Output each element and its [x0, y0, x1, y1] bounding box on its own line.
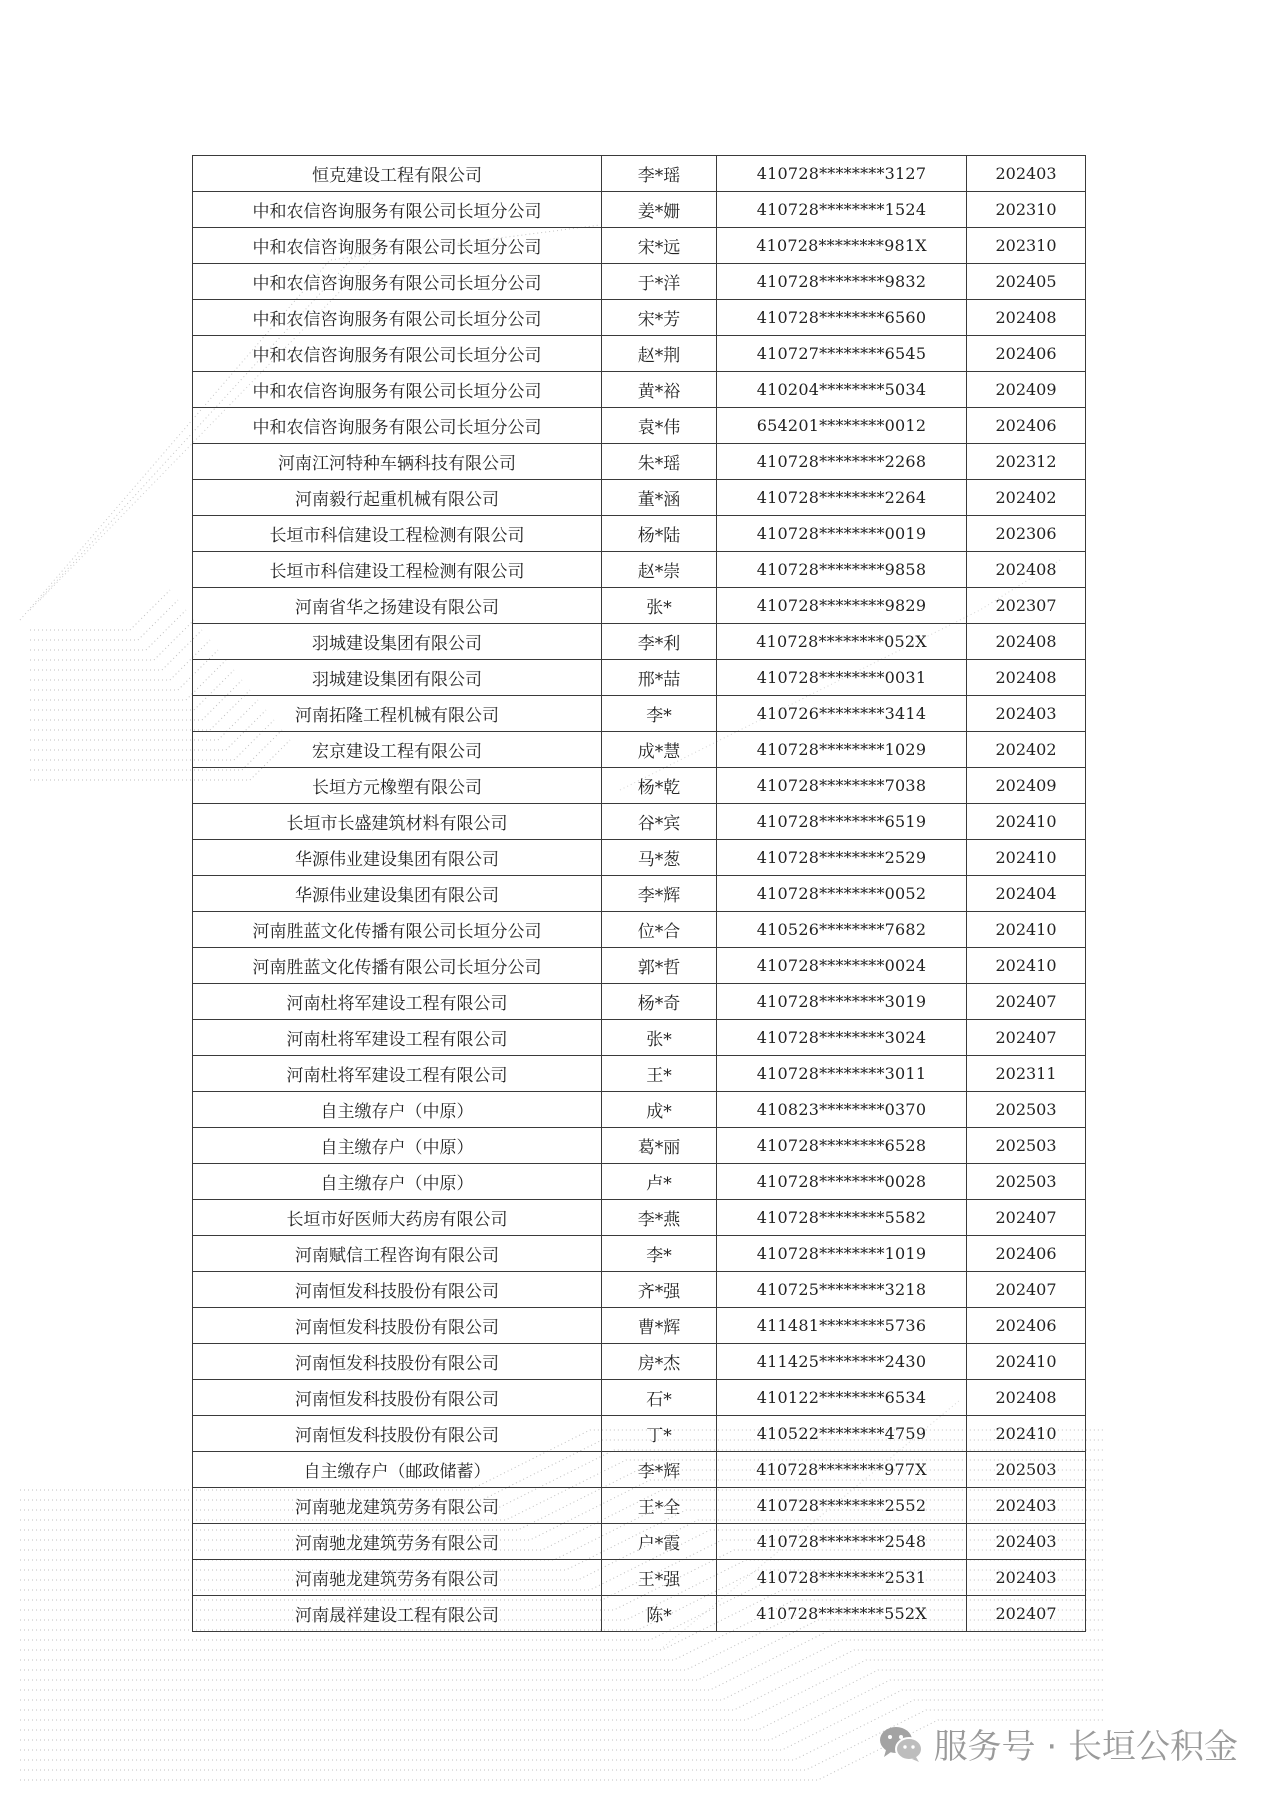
table-row	[193, 1056, 1086, 1092]
company-cell: 河南恒发科技股份有限公司	[193, 1380, 602, 1416]
id-number-cell: 410728********9858	[717, 552, 967, 588]
company-cell: 河南毅行起重机械有限公司	[193, 480, 602, 516]
month-cell: 202410	[967, 804, 1086, 840]
id-number-cell: 410728********0019	[717, 516, 967, 552]
company-cell: 华源伟业建设集团有限公司	[193, 876, 602, 912]
name-cell: 杨*乾	[602, 768, 717, 804]
table-row	[193, 1416, 1086, 1452]
table-row	[193, 228, 1086, 264]
id-number-cell: 410728********981X	[717, 228, 967, 264]
dotted-line	[30, 610, 186, 650]
table-row	[193, 1236, 1086, 1272]
month-cell: 202403	[967, 1524, 1086, 1560]
month-cell: 202408	[967, 300, 1086, 336]
name-cell: 邢*喆	[602, 660, 717, 696]
name-cell: 朱*瑶	[602, 444, 717, 480]
month-cell: 202409	[967, 768, 1086, 804]
company-cell: 自主缴存户（邮政储蓄）	[193, 1452, 602, 1488]
name-cell: 赵*崇	[602, 552, 717, 588]
table-row	[193, 948, 1086, 984]
table-row	[193, 1092, 1086, 1128]
table-row	[193, 1200, 1086, 1236]
company-cell: 羽城建设集团有限公司	[193, 624, 602, 660]
table-row	[193, 804, 1086, 840]
id-number-cell: 410122********6534	[717, 1380, 967, 1416]
month-cell: 202410	[967, 948, 1086, 984]
month-cell: 202403	[967, 156, 1086, 192]
name-cell: 李*	[602, 1236, 717, 1272]
name-cell: 张*	[602, 1020, 717, 1056]
month-cell: 202307	[967, 588, 1086, 624]
company-cell: 中和农信咨询服务有限公司长垣分公司	[193, 264, 602, 300]
company-cell: 长垣方元橡塑有限公司	[193, 768, 602, 804]
month-cell: 202406	[967, 336, 1086, 372]
company-cell: 河南驰龙建筑劳务有限公司	[193, 1560, 602, 1596]
month-cell: 202409	[967, 372, 1086, 408]
id-number-cell: 411425********2430	[717, 1344, 967, 1380]
company-cell: 河南江河特种车辆科技有限公司	[193, 444, 602, 480]
roster-table-container	[192, 155, 1085, 1632]
dotted-line	[30, 590, 170, 630]
id-number-cell: 410728********977X	[717, 1452, 967, 1488]
name-cell: 齐*强	[602, 1272, 717, 1308]
month-cell: 202306	[967, 516, 1086, 552]
table-row	[193, 1488, 1086, 1524]
company-cell: 河南省华之扬建设有限公司	[193, 588, 602, 624]
id-number-cell: 410728********052X	[717, 624, 967, 660]
name-cell: 于*洋	[602, 264, 717, 300]
month-cell: 202410	[967, 1416, 1086, 1452]
name-cell: 袁*伟	[602, 408, 717, 444]
name-cell: 黄*裕	[602, 372, 717, 408]
id-number-cell: 410728********3019	[717, 984, 967, 1020]
table-row	[193, 984, 1086, 1020]
name-cell: 郭*哲	[602, 948, 717, 984]
id-number-cell: 410728********6519	[717, 804, 967, 840]
id-number-cell: 410728********9829	[717, 588, 967, 624]
name-cell: 丁*	[602, 1416, 717, 1452]
id-number-cell: 410728********1019	[717, 1236, 967, 1272]
id-number-cell: 410728********2268	[717, 444, 967, 480]
id-number-cell: 410823********0370	[717, 1092, 967, 1128]
table-row	[193, 444, 1086, 480]
id-number-cell: 410728********6560	[717, 300, 967, 336]
month-cell: 202410	[967, 840, 1086, 876]
table-row	[193, 588, 1086, 624]
table-row	[193, 264, 1086, 300]
name-cell: 卢*	[602, 1164, 717, 1200]
name-cell: 张*	[602, 588, 717, 624]
table-row	[193, 156, 1086, 192]
name-cell: 位*合	[602, 912, 717, 948]
month-cell: 202402	[967, 732, 1086, 768]
id-number-cell: 410728********0052	[717, 876, 967, 912]
month-cell: 202408	[967, 624, 1086, 660]
company-cell: 长垣市长盛建筑材料有限公司	[193, 804, 602, 840]
company-cell: 河南晟祥建设工程有限公司	[193, 1596, 602, 1632]
month-cell: 202503	[967, 1452, 1086, 1488]
name-cell: 赵*荆	[602, 336, 717, 372]
company-cell: 河南胜蓝文化传播有限公司长垣分公司	[193, 912, 602, 948]
id-number-cell: 410728********0031	[717, 660, 967, 696]
company-cell: 自主缴存户（中原）	[193, 1092, 602, 1128]
table-row	[193, 1524, 1086, 1560]
dotted-line	[30, 600, 178, 640]
name-cell: 成*慧	[602, 732, 717, 768]
wechat-icon	[878, 1724, 924, 1764]
table-row	[193, 1020, 1086, 1056]
name-cell: 石*	[602, 1380, 717, 1416]
company-cell: 河南驰龙建筑劳务有限公司	[193, 1524, 602, 1560]
name-cell: 董*涵	[602, 480, 717, 516]
company-cell: 河南杜将军建设工程有限公司	[193, 1056, 602, 1092]
table-row	[193, 408, 1086, 444]
company-cell: 华源伟业建设集团有限公司	[193, 840, 602, 876]
month-cell: 202403	[967, 1488, 1086, 1524]
table-row	[193, 480, 1086, 516]
month-cell: 202312	[967, 444, 1086, 480]
company-cell: 河南恒发科技股份有限公司	[193, 1308, 602, 1344]
month-cell: 202405	[967, 264, 1086, 300]
month-cell: 202407	[967, 1272, 1086, 1308]
company-cell: 自主缴存户（中原）	[193, 1164, 602, 1200]
id-number-cell: 654201********0012	[717, 408, 967, 444]
id-number-cell: 410728********3127	[717, 156, 967, 192]
id-number-cell: 410728********2548	[717, 1524, 967, 1560]
name-cell: 李*辉	[602, 876, 717, 912]
roster-table-body	[193, 156, 1086, 1632]
id-number-cell: 410728********2531	[717, 1560, 967, 1596]
name-cell: 谷*宾	[602, 804, 717, 840]
table-row	[193, 552, 1086, 588]
month-cell: 202406	[967, 1236, 1086, 1272]
id-number-cell: 410726********3414	[717, 696, 967, 732]
month-cell: 202407	[967, 1200, 1086, 1236]
table-row	[193, 912, 1086, 948]
dotted-line	[30, 630, 202, 670]
id-number-cell: 410526********7682	[717, 912, 967, 948]
watermark-text: 服务号 · 长垣公积金	[933, 1727, 1238, 1767]
name-cell: 户*霞	[602, 1524, 717, 1560]
table-row	[193, 768, 1086, 804]
month-cell: 202503	[967, 1164, 1086, 1200]
name-cell: 杨*陆	[602, 516, 717, 552]
month-cell: 202403	[967, 1560, 1086, 1596]
id-number-cell: 410728********3024	[717, 1020, 967, 1056]
name-cell: 王*全	[602, 1488, 717, 1524]
table-row	[193, 1560, 1086, 1596]
name-cell: 成*	[602, 1092, 717, 1128]
name-cell: 陈*	[602, 1596, 717, 1632]
id-number-cell: 410728********6528	[717, 1128, 967, 1164]
month-cell: 202406	[967, 1308, 1086, 1344]
table-row	[193, 660, 1086, 696]
month-cell: 202402	[967, 480, 1086, 516]
id-number-cell: 410728********0028	[717, 1164, 967, 1200]
id-number-cell: 410728********3011	[717, 1056, 967, 1092]
id-number-cell: 411481********5736	[717, 1308, 967, 1344]
company-cell: 河南恒发科技股份有限公司	[193, 1344, 602, 1380]
id-number-cell: 410522********4759	[717, 1416, 967, 1452]
company-cell: 羽城建设集团有限公司	[193, 660, 602, 696]
id-number-cell: 410727********6545	[717, 336, 967, 372]
table-row	[193, 1128, 1086, 1164]
table-row	[193, 732, 1086, 768]
company-cell: 河南拓隆工程机械有限公司	[193, 696, 602, 732]
name-cell: 李*辉	[602, 1452, 717, 1488]
month-cell: 202408	[967, 1380, 1086, 1416]
name-cell: 葛*丽	[602, 1128, 717, 1164]
table-row	[193, 300, 1086, 336]
table-row	[193, 876, 1086, 912]
month-cell: 202311	[967, 1056, 1086, 1092]
watermark	[878, 1719, 1238, 1768]
table-row	[193, 624, 1086, 660]
company-cell: 河南杜将军建设工程有限公司	[193, 1020, 602, 1056]
month-cell: 202408	[967, 552, 1086, 588]
name-cell: 房*杰	[602, 1344, 717, 1380]
table-row	[193, 1164, 1086, 1200]
id-number-cell: 410728********552X	[717, 1596, 967, 1632]
company-cell: 长垣市科信建设工程检测有限公司	[193, 552, 602, 588]
company-cell: 河南杜将军建设工程有限公司	[193, 984, 602, 1020]
company-cell: 河南恒发科技股份有限公司	[193, 1416, 602, 1452]
table-row	[193, 336, 1086, 372]
month-cell: 202403	[967, 696, 1086, 732]
table-row	[193, 372, 1086, 408]
name-cell: 姜*姗	[602, 192, 717, 228]
company-cell: 恒克建设工程有限公司	[193, 156, 602, 192]
company-cell: 中和农信咨询服务有限公司长垣分公司	[193, 336, 602, 372]
company-cell: 长垣市科信建设工程检测有限公司	[193, 516, 602, 552]
company-cell: 中和农信咨询服务有限公司长垣分公司	[193, 408, 602, 444]
roster-table	[192, 155, 1086, 1632]
name-cell: 王*	[602, 1056, 717, 1092]
company-cell: 河南胜蓝文化传播有限公司长垣分公司	[193, 948, 602, 984]
company-cell: 中和农信咨询服务有限公司长垣分公司	[193, 372, 602, 408]
name-cell: 曹*辉	[602, 1308, 717, 1344]
id-number-cell: 410728********2529	[717, 840, 967, 876]
table-row	[193, 1308, 1086, 1344]
name-cell: 杨*奇	[602, 984, 717, 1020]
month-cell: 202407	[967, 1596, 1086, 1632]
month-cell: 202310	[967, 228, 1086, 264]
id-number-cell: 410728********1029	[717, 732, 967, 768]
id-number-cell: 410728********9832	[717, 264, 967, 300]
name-cell: 李*利	[602, 624, 717, 660]
id-number-cell: 410204********5034	[717, 372, 967, 408]
company-cell: 河南恒发科技股份有限公司	[193, 1272, 602, 1308]
name-cell: 马*葱	[602, 840, 717, 876]
table-row	[193, 1272, 1086, 1308]
table-row	[193, 840, 1086, 876]
month-cell: 202503	[967, 1128, 1086, 1164]
company-cell: 河南赋信工程咨询有限公司	[193, 1236, 602, 1272]
month-cell: 202310	[967, 192, 1086, 228]
id-number-cell: 410728********0024	[717, 948, 967, 984]
table-row	[193, 1344, 1086, 1380]
name-cell: 李*燕	[602, 1200, 717, 1236]
company-cell: 宏京建设工程有限公司	[193, 732, 602, 768]
company-cell: 中和农信咨询服务有限公司长垣分公司	[193, 228, 602, 264]
company-cell: 自主缴存户（中原）	[193, 1128, 602, 1164]
id-number-cell: 410728********7038	[717, 768, 967, 804]
table-row	[193, 1596, 1086, 1632]
name-cell: 王*强	[602, 1560, 717, 1596]
id-number-cell: 410728********2264	[717, 480, 967, 516]
table-row	[193, 696, 1086, 732]
table-row	[193, 1452, 1086, 1488]
table-row	[193, 516, 1086, 552]
dotted-line	[30, 640, 210, 680]
name-cell: 李*	[602, 696, 717, 732]
id-number-cell: 410725********3218	[717, 1272, 967, 1308]
table-row	[193, 1380, 1086, 1416]
month-cell: 202503	[967, 1092, 1086, 1128]
name-cell: 李*瑶	[602, 156, 717, 192]
company-cell: 河南驰龙建筑劳务有限公司	[193, 1488, 602, 1524]
id-number-cell: 410728********1524	[717, 192, 967, 228]
month-cell: 202410	[967, 912, 1086, 948]
month-cell: 202408	[967, 660, 1086, 696]
month-cell: 202406	[967, 408, 1086, 444]
month-cell: 202407	[967, 1020, 1086, 1056]
id-number-cell: 410728********2552	[717, 1488, 967, 1524]
month-cell: 202407	[967, 984, 1086, 1020]
name-cell: 宋*远	[602, 228, 717, 264]
company-cell: 中和农信咨询服务有限公司长垣分公司	[193, 192, 602, 228]
id-number-cell: 410728********5582	[717, 1200, 967, 1236]
name-cell: 宋*芳	[602, 300, 717, 336]
table-row	[193, 192, 1086, 228]
company-cell: 长垣市好医师大药房有限公司	[193, 1200, 602, 1236]
month-cell: 202410	[967, 1344, 1086, 1380]
month-cell: 202404	[967, 876, 1086, 912]
company-cell: 中和农信咨询服务有限公司长垣分公司	[193, 300, 602, 336]
